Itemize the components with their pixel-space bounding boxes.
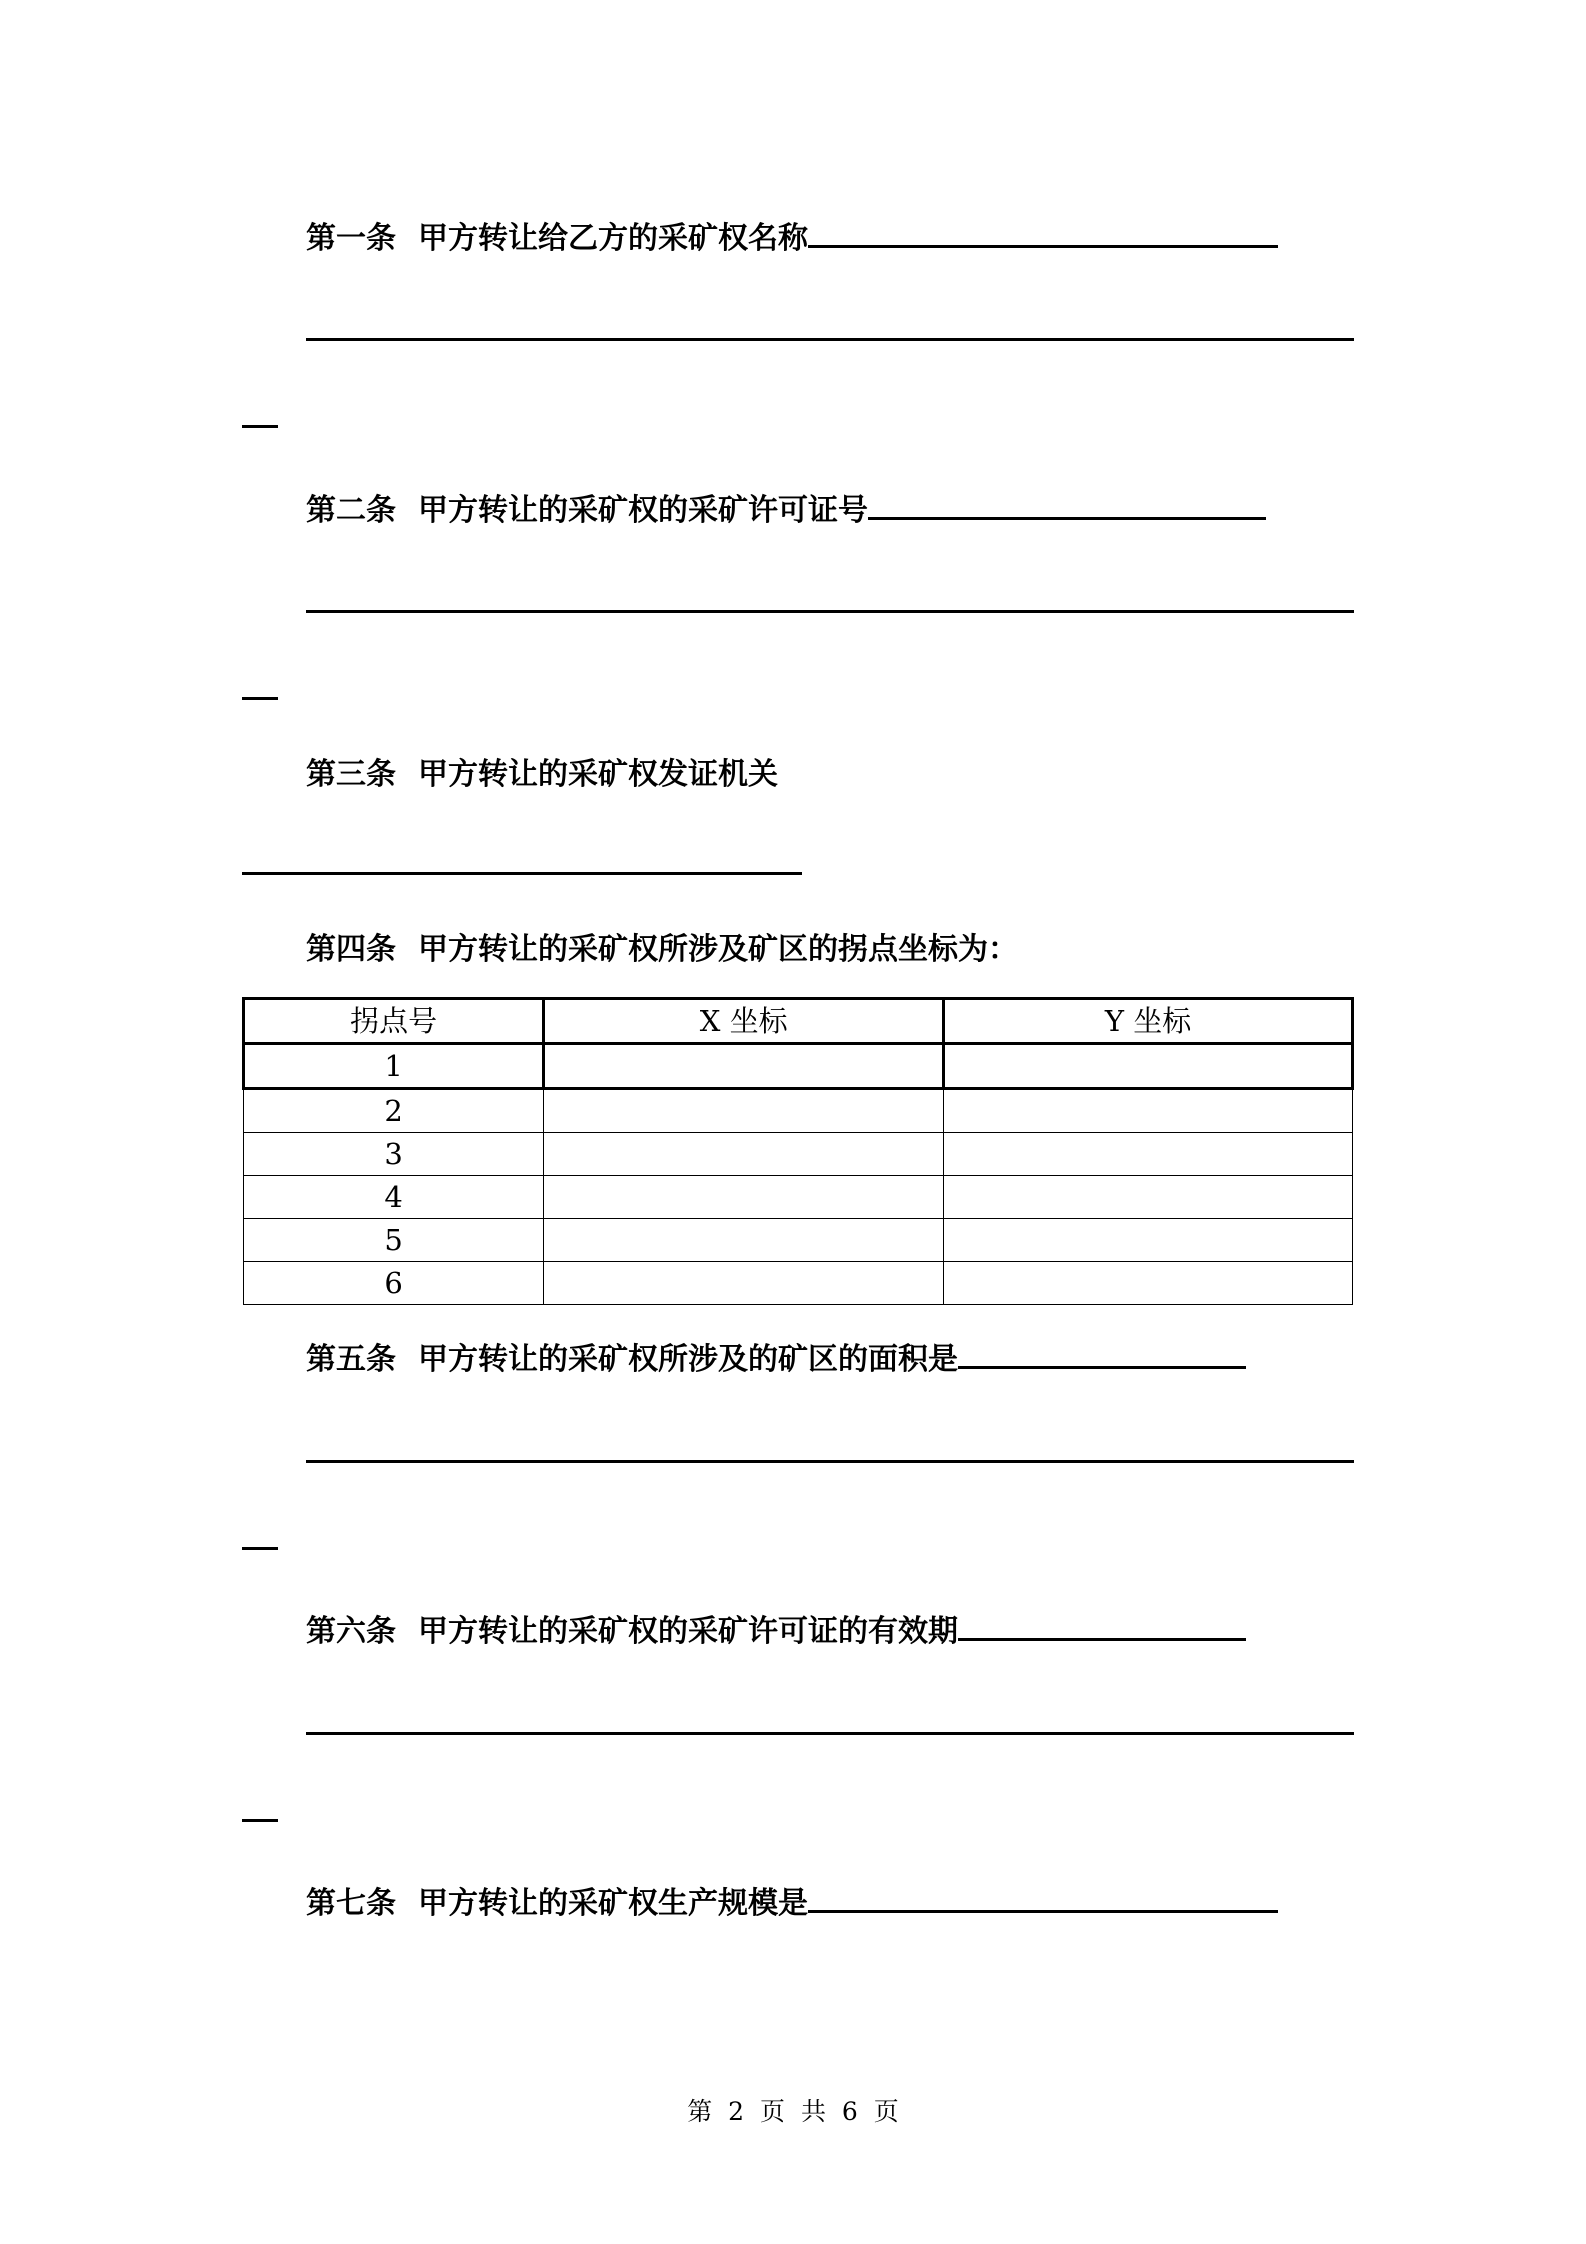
fill-in-line-end[interactable] bbox=[242, 425, 278, 428]
y-coordinate-cell[interactable] bbox=[944, 1133, 1353, 1176]
x-coordinate-cell[interactable] bbox=[544, 1089, 944, 1133]
fill-in-line[interactable] bbox=[306, 1732, 1354, 1735]
article-label: 第三条 bbox=[306, 757, 396, 792]
article-text: 甲方转让的采矿权所涉及的矿区的面积是 bbox=[418, 1342, 958, 1377]
article-text: 甲方转让的采矿权生产规模是 bbox=[418, 1886, 808, 1921]
fill-in-line[interactable] bbox=[306, 1460, 1354, 1463]
point-number: 1 bbox=[244, 1044, 544, 1089]
article-1 bbox=[306, 215, 1278, 259]
table-row bbox=[244, 1133, 1353, 1176]
article-text: 甲方转让给乙方的采矿权名称 bbox=[418, 221, 808, 256]
article-label: 第四条 bbox=[306, 932, 396, 967]
fill-in-line[interactable] bbox=[242, 872, 802, 875]
point-number: 6 bbox=[244, 1262, 544, 1305]
x-coordinate-cell[interactable] bbox=[544, 1219, 944, 1262]
fill-in-line[interactable] bbox=[306, 610, 1354, 613]
article-7 bbox=[306, 1880, 1278, 1924]
table-row bbox=[244, 1262, 1353, 1305]
point-number: 3 bbox=[244, 1133, 544, 1176]
article-4 bbox=[306, 930, 1018, 970]
table-row bbox=[244, 1044, 1353, 1089]
header-y: Y 坐标 bbox=[944, 999, 1353, 1044]
article-5 bbox=[306, 1336, 1246, 1380]
fill-in-line-end[interactable] bbox=[242, 697, 278, 700]
article-label: 第七条 bbox=[306, 1886, 396, 1921]
article-6 bbox=[306, 1608, 1246, 1652]
coordinate-table bbox=[242, 997, 1354, 1305]
point-number: 2 bbox=[244, 1089, 544, 1133]
article-2 bbox=[306, 487, 1266, 531]
x-coordinate-cell[interactable] bbox=[544, 1133, 944, 1176]
table-row bbox=[244, 1176, 1353, 1219]
y-coordinate-cell[interactable] bbox=[944, 1262, 1353, 1305]
page-number: 第 2 页 共 6 页 bbox=[687, 2097, 899, 2126]
fill-in-blank[interactable] bbox=[808, 215, 1278, 248]
article-label: 第五条 bbox=[306, 1342, 396, 1377]
article-label: 第六条 bbox=[306, 1614, 396, 1649]
article-text: 甲方转让的采矿权的采矿许可证的有效期 bbox=[418, 1614, 958, 1649]
article-text: 甲方转让的采矿权发证机关 bbox=[418, 757, 778, 792]
table-header-row bbox=[244, 999, 1353, 1044]
y-coordinate-cell[interactable] bbox=[944, 1044, 1353, 1089]
x-coordinate-cell[interactable] bbox=[544, 1176, 944, 1219]
header-point: 拐点号 bbox=[244, 999, 544, 1044]
fill-in-blank[interactable] bbox=[868, 487, 1266, 520]
article-label: 第二条 bbox=[306, 493, 396, 528]
article-text: 甲方转让的采矿权的采矿许可证号 bbox=[418, 493, 868, 528]
point-number: 4 bbox=[244, 1176, 544, 1219]
table-row bbox=[244, 1219, 1353, 1262]
fill-in-blank[interactable] bbox=[808, 1880, 1278, 1913]
fill-in-blank[interactable] bbox=[958, 1336, 1246, 1369]
header-x: X 坐标 bbox=[544, 999, 944, 1044]
y-coordinate-cell[interactable] bbox=[944, 1219, 1353, 1262]
y-coordinate-cell[interactable] bbox=[944, 1089, 1353, 1133]
x-coordinate-cell[interactable] bbox=[544, 1262, 944, 1305]
article-label: 第一条 bbox=[306, 221, 396, 256]
fill-in-line-end[interactable] bbox=[242, 1547, 278, 1550]
point-number: 5 bbox=[244, 1219, 544, 1262]
article-3 bbox=[306, 755, 778, 795]
fill-in-line[interactable] bbox=[306, 338, 1354, 341]
x-coordinate-cell[interactable] bbox=[544, 1044, 944, 1089]
fill-in-line-end[interactable] bbox=[242, 1819, 278, 1822]
table-row bbox=[244, 1089, 1353, 1133]
y-coordinate-cell[interactable] bbox=[944, 1176, 1353, 1219]
article-text: 甲方转让的采矿权所涉及矿区的拐点坐标为： bbox=[418, 932, 1018, 967]
fill-in-blank[interactable] bbox=[958, 1608, 1246, 1641]
